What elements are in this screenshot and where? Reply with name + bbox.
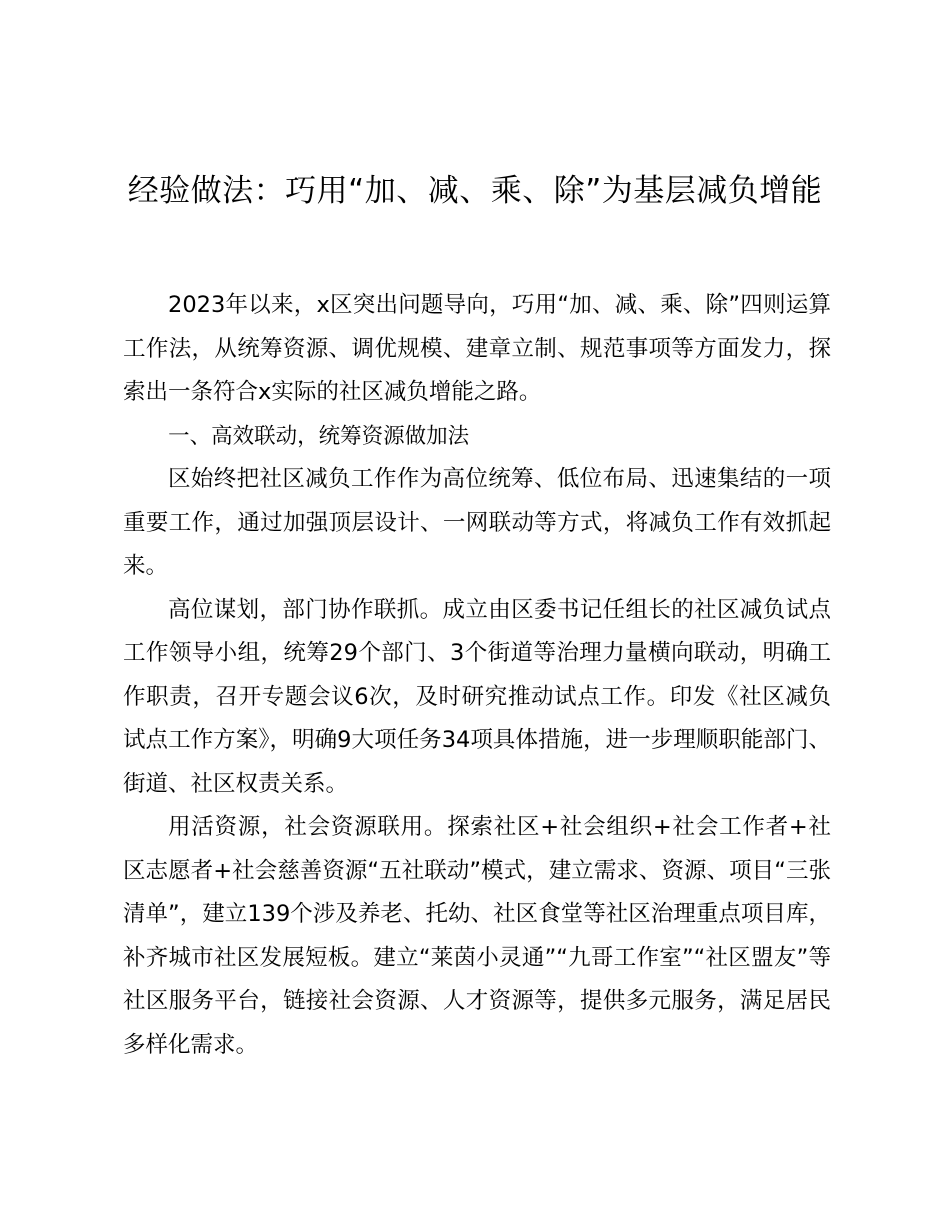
document-title: 经验做法：巧用“加、减、乘、除”为基层减负增能 <box>127 173 823 209</box>
paragraph-section-1: 区始终把社区减负工作作为高位统筹、低位布局、迅速集结的一项重要工作，通过加强顶层设计、一网联动等方式，将减负工作有效抓起来。 <box>123 466 831 579</box>
document-body <box>123 284 831 1067</box>
section-heading-1: 一、高效联动，统筹资源做加法 <box>168 423 470 449</box>
paragraph-resource-use: 用活资源，社会资源联用。探索社区+社会组织+社会工作者+社区志愿者+社会慈善资源“五社联动”模式，建立需求、资源、项目“三张清单”，建立139个涉及养老、托幼、社区食堂等社区治理重点项目库，补齐城市社区发展短板。建立“莱茵小灵通”“九哥工作室”“社区盟友”等社区服务平台，链接社会资源、人才资源等，提供多元服务，满足居民多样化需求。 <box>123 814 831 1058</box>
paragraph-intro: 2023年以来，x区突出问题导向，巧用“加、减、乘、除”四则运算工作法，从统筹资源、调优规模、建章立制、规范事项等方面发力，探索出一条符合x实际的社区减负增能之路。 <box>123 292 831 405</box>
paragraph-high-level-planning: 高位谋划，部门协作联抓。成立由区委书记任组长的社区减负试点工作领导小组，统筹29个部门、3个街道等治理力量横向联动，明确工作职责，召开专题会议6次，及时研究推动试点工作。印发《社区减负试点工作方案》，明确9大项任务34项具体措施，进一步理顺职能部门、街道、社区权责关系。 <box>123 596 831 797</box>
